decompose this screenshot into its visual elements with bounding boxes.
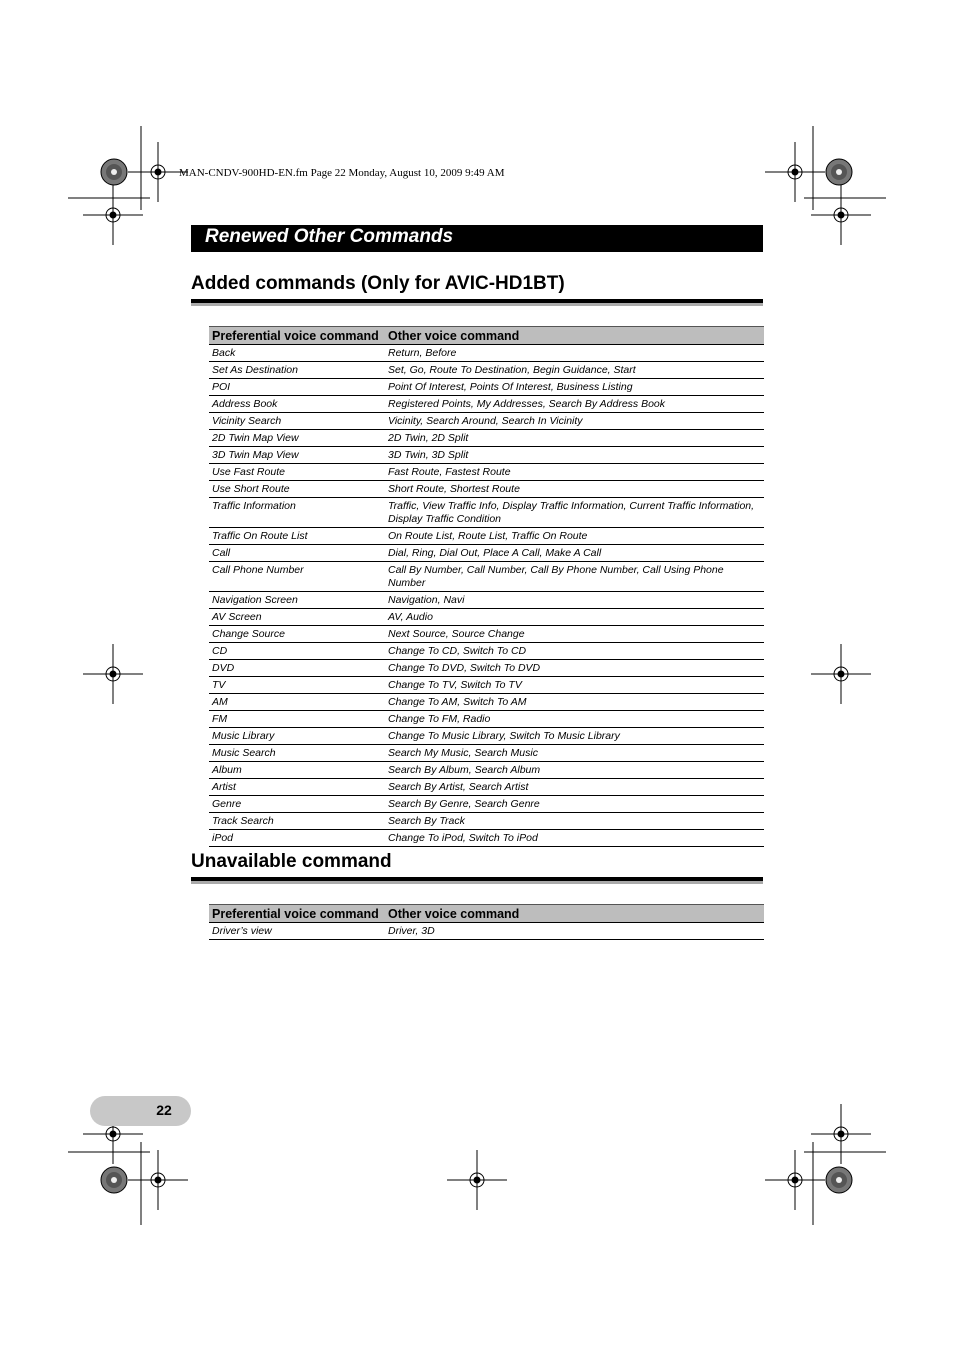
table-row <box>209 545 764 562</box>
preferential-command-cell: Music Library <box>209 728 385 745</box>
other-command-cell: Search By Genre, Search Genre <box>385 796 764 813</box>
other-command-cell: Registered Points, My Addresses, Search By Address Book <box>385 396 764 413</box>
heading-rule-shadow <box>191 303 763 306</box>
column-header: Preferential voice command <box>209 327 385 345</box>
table-row <box>209 711 764 728</box>
preferential-command-cell: Address Book <box>209 396 385 413</box>
other-command-cell: Change To Music Library, Switch To Music Library <box>385 728 764 745</box>
table-row <box>209 779 764 796</box>
other-command-cell: On Route List, Route List, Traffic On Route <box>385 528 764 545</box>
preferential-command-cell: Traffic On Route List <box>209 528 385 545</box>
table-row <box>209 430 764 447</box>
other-command-cell: 3D Twin, 3D Split <box>385 447 764 464</box>
preferential-command-cell: Change Source <box>209 626 385 643</box>
preferential-command-cell: Album <box>209 762 385 779</box>
table-row <box>209 345 764 362</box>
table-row <box>209 413 764 430</box>
preferential-command-cell: FM <box>209 711 385 728</box>
file-header: MAN-CNDV-900HD-EN.fm Page 22 Monday, August 10, 2009 9:49 AM <box>179 167 505 179</box>
table-row <box>209 447 764 464</box>
preferential-command-cell: CD <box>209 643 385 660</box>
table-row <box>209 592 764 609</box>
preferential-command-cell: Music Search <box>209 745 385 762</box>
table-row <box>209 677 764 694</box>
column-header: Other voice command <box>385 327 764 345</box>
other-command-cell: Search By Album, Search Album <box>385 762 764 779</box>
table-row <box>209 626 764 643</box>
other-command-cell: Change To TV, Switch To TV <box>385 677 764 694</box>
other-command-cell: Change To DVD, Switch To DVD <box>385 660 764 677</box>
section-title: Renewed Other Commands <box>205 226 454 247</box>
other-command-cell: Search My Music, Search Music <box>385 745 764 762</box>
preferential-command-cell: iPod <box>209 830 385 847</box>
table-row <box>209 528 764 545</box>
table-row <box>209 643 764 660</box>
preferential-command-cell: Use Short Route <box>209 481 385 498</box>
table-row <box>209 609 764 626</box>
preferential-command-cell: TV <box>209 677 385 694</box>
preferential-command-cell: Genre <box>209 796 385 813</box>
table-header-row <box>209 327 764 345</box>
other-command-cell: AV, Audio <box>385 609 764 626</box>
unavailable-command-table <box>209 904 764 940</box>
preferential-command-cell: 2D Twin Map View <box>209 430 385 447</box>
added-commands-heading: Added commands (Only for AVIC-HD1BT) <box>191 273 565 294</box>
other-command-cell: Change To iPod, Switch To iPod <box>385 830 764 847</box>
preferential-command-cell: Navigation Screen <box>209 592 385 609</box>
other-command-cell: Change To CD, Switch To CD <box>385 643 764 660</box>
other-command-cell: Search By Artist, Search Artist <box>385 779 764 796</box>
other-command-cell: Point Of Interest, Points Of Interest, Business Listing <box>385 379 764 396</box>
preferential-command-cell: Artist <box>209 779 385 796</box>
table-row <box>209 464 764 481</box>
other-command-cell: Dial, Ring, Dial Out, Place A Call, Make A Call <box>385 545 764 562</box>
table-row <box>209 762 764 779</box>
added-commands-table <box>209 326 764 847</box>
preferential-command-cell: Driver’s view <box>209 923 385 940</box>
preferential-command-cell: AM <box>209 694 385 711</box>
table-row <box>209 396 764 413</box>
other-command-cell: Traffic, View Traffic Info, Display Traffic Information, Current Traffic Information, Display Traffic Condition <box>385 498 764 528</box>
table-row <box>209 694 764 711</box>
other-command-cell: Search By Track <box>385 813 764 830</box>
table-row <box>209 660 764 677</box>
other-command-cell: Change To FM, Radio <box>385 711 764 728</box>
heading-rule-shadow <box>191 881 763 884</box>
preferential-command-cell: DVD <box>209 660 385 677</box>
section-banner <box>191 225 763 252</box>
other-command-cell: Change To AM, Switch To AM <box>385 694 764 711</box>
other-command-cell: Vicinity, Search Around, Search In Vicinity <box>385 413 764 430</box>
other-command-cell: Call By Number, Call Number, Call By Phone Number, Call Using Phone Number <box>385 562 764 592</box>
table-row <box>209 362 764 379</box>
preferential-command-cell: POI <box>209 379 385 396</box>
preferential-command-cell: AV Screen <box>209 609 385 626</box>
other-command-cell: Fast Route, Fastest Route <box>385 464 764 481</box>
table-row <box>209 830 764 847</box>
column-header: Other voice command <box>385 905 764 923</box>
page-number: 22 <box>156 1102 172 1118</box>
column-header: Preferential voice command <box>209 905 385 923</box>
preferential-command-cell: Traffic Information <box>209 498 385 528</box>
preferential-command-cell: Vicinity Search <box>209 413 385 430</box>
table-row <box>209 796 764 813</box>
preferential-command-cell: Call <box>209 545 385 562</box>
other-command-cell: 2D Twin, 2D Split <box>385 430 764 447</box>
preferential-command-cell: Use Fast Route <box>209 464 385 481</box>
other-command-cell: Return, Before <box>385 345 764 362</box>
preferential-command-cell: Back <box>209 345 385 362</box>
other-command-cell: Set, Go, Route To Destination, Begin Guidance, Start <box>385 362 764 379</box>
other-command-cell: Next Source, Source Change <box>385 626 764 643</box>
other-command-cell: Short Route, Shortest Route <box>385 481 764 498</box>
table-row <box>209 562 764 592</box>
table-row <box>209 379 764 396</box>
other-command-cell: Navigation, Navi <box>385 592 764 609</box>
preferential-command-cell: Set As Destination <box>209 362 385 379</box>
table-row <box>209 498 764 528</box>
preferential-command-cell: 3D Twin Map View <box>209 447 385 464</box>
preferential-command-cell: Track Search <box>209 813 385 830</box>
other-command-cell: Driver, 3D <box>385 923 764 940</box>
table-row <box>209 728 764 745</box>
preferential-command-cell: Call Phone Number <box>209 562 385 592</box>
unavailable-command-heading: Unavailable command <box>191 851 392 872</box>
table-row <box>209 923 764 940</box>
table-row <box>209 745 764 762</box>
table-header-row <box>209 905 764 923</box>
table-row <box>209 481 764 498</box>
table-row <box>209 813 764 830</box>
